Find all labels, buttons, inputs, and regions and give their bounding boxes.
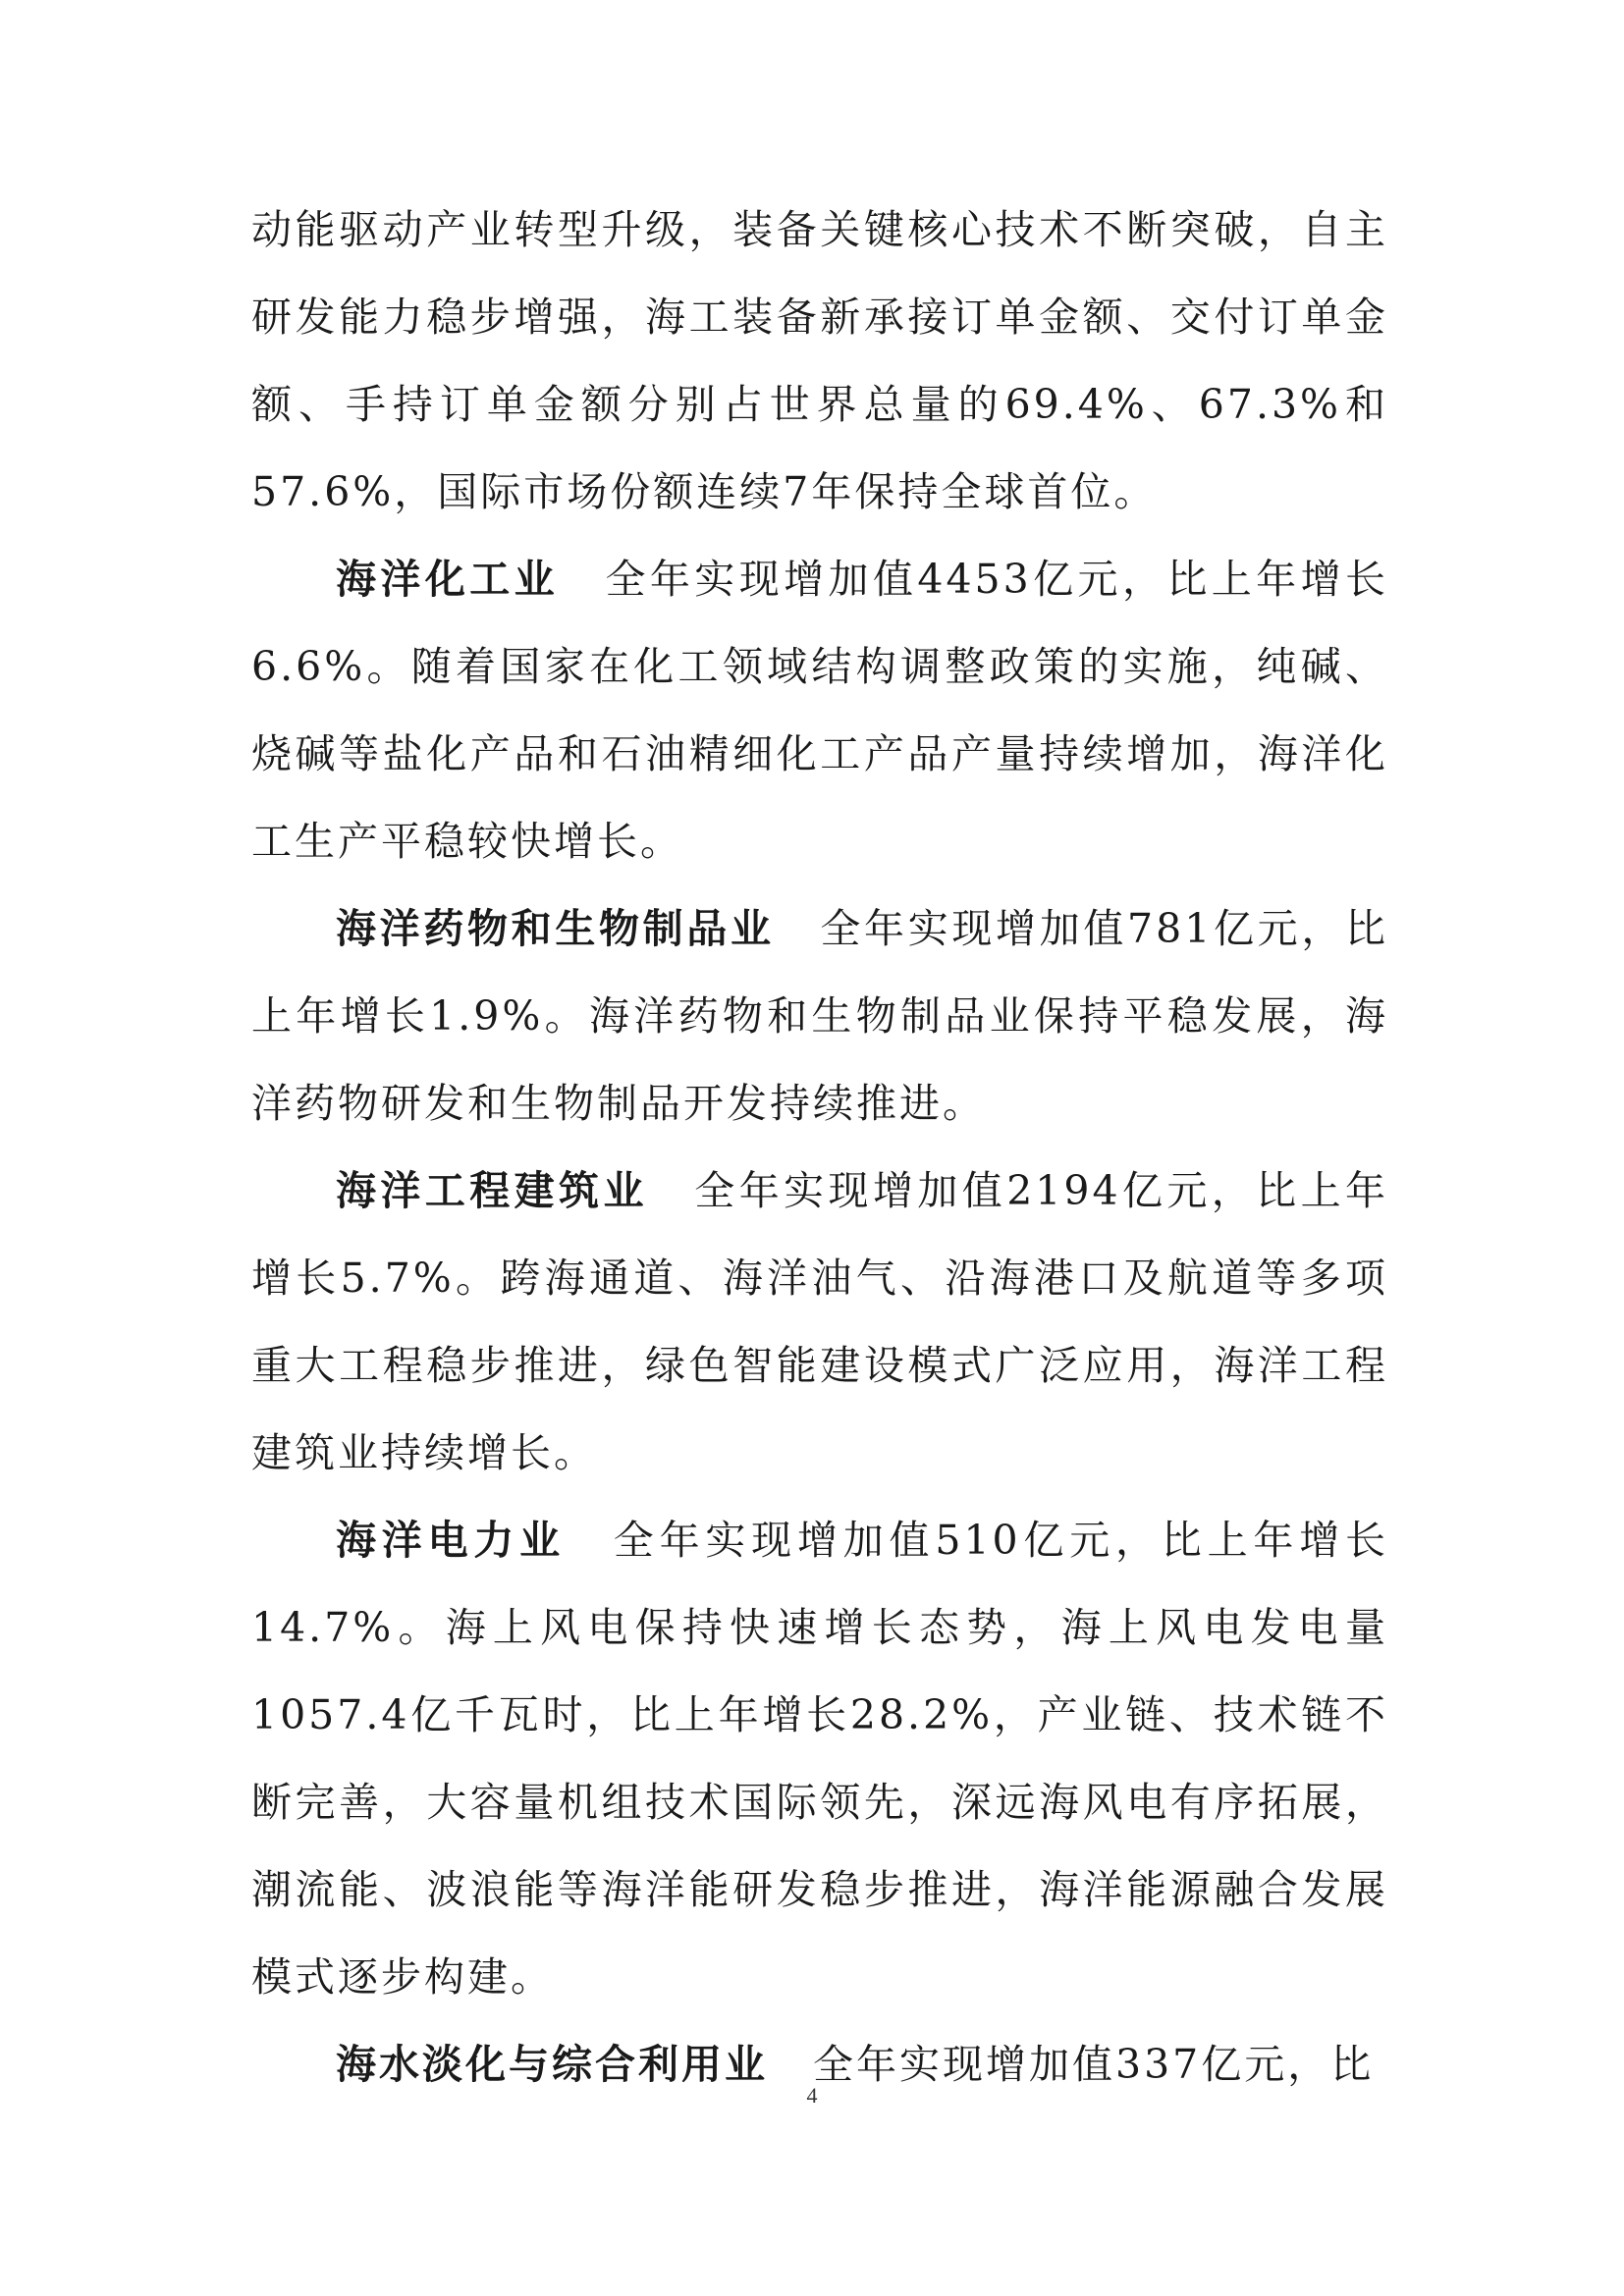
section-heading-marine-chemical: 海洋化工业 <box>336 556 560 603</box>
section-text-marine-pharma: 全年实现增加值781亿元，比上年增长1.9%。海洋药物和生物制品业保持平稳发展，海洋药物研发和生物制品开发持续推进。 <box>251 905 1388 1127</box>
paragraph-marine-power <box>251 1497 1388 2021</box>
section-text-marine-power: 全年实现增加值510亿元，比上年增长14.7%。海上风电保持快速增长态势，海上风电发电量1057.4亿千瓦时，比上年增长28.2%，产业链、技术链不断完善，大容量机组技术国际领先，深远海风电有序拓展，潮流能、波浪能等海洋能研发稳步推进，海洋能源融合发展模式逐步构建。 <box>251 1517 1388 2001</box>
paragraph-marine-engineering <box>251 1148 1388 1497</box>
section-heading-desalination: 海水淡化与综合利用业 <box>336 2041 768 2088</box>
body-text <box>251 187 1388 2109</box>
section-heading-marine-power: 海洋电力业 <box>336 1517 566 1564</box>
paragraph-continuation: 动能驱动产业转型升级，装备关键核心技术不断突破，自主研发能力稳步增强，海工装备新承接订单金额、交付订单金额、手持订单金额分别占世界总量的69.4%、67.3%和57.6%，国际市场份额连续7年保持全球首位。 <box>251 206 1388 515</box>
section-text-desalination: 全年实现增加值337亿元，比 <box>813 2041 1375 2088</box>
section-text-marine-engineering: 全年实现增加值2194亿元，比上年增长5.7%。跨海通道、海洋油气、沿海港口及航道等多项重大工程稳步推进，绿色智能建设模式广泛应用，海洋工程建筑业持续增长。 <box>251 1167 1389 1476</box>
paragraph-marine-chemical <box>251 536 1388 885</box>
section-heading-marine-pharma: 海洋药物和生物制品业 <box>336 905 775 952</box>
section-heading-marine-engineering: 海洋工程建筑业 <box>336 1167 648 1214</box>
section-text-marine-chemical: 全年实现增加值4453亿元，比上年增长6.6%。随着国家在化工领域结构调整政策的实施，纯碱、烧碱等盐化产品和石油精细化工产品产量持续增加，海洋化工生产平稳较快增长。 <box>251 556 1388 865</box>
page-number: 4 <box>806 2083 818 2108</box>
paragraph-marine-pharma <box>251 885 1388 1148</box>
